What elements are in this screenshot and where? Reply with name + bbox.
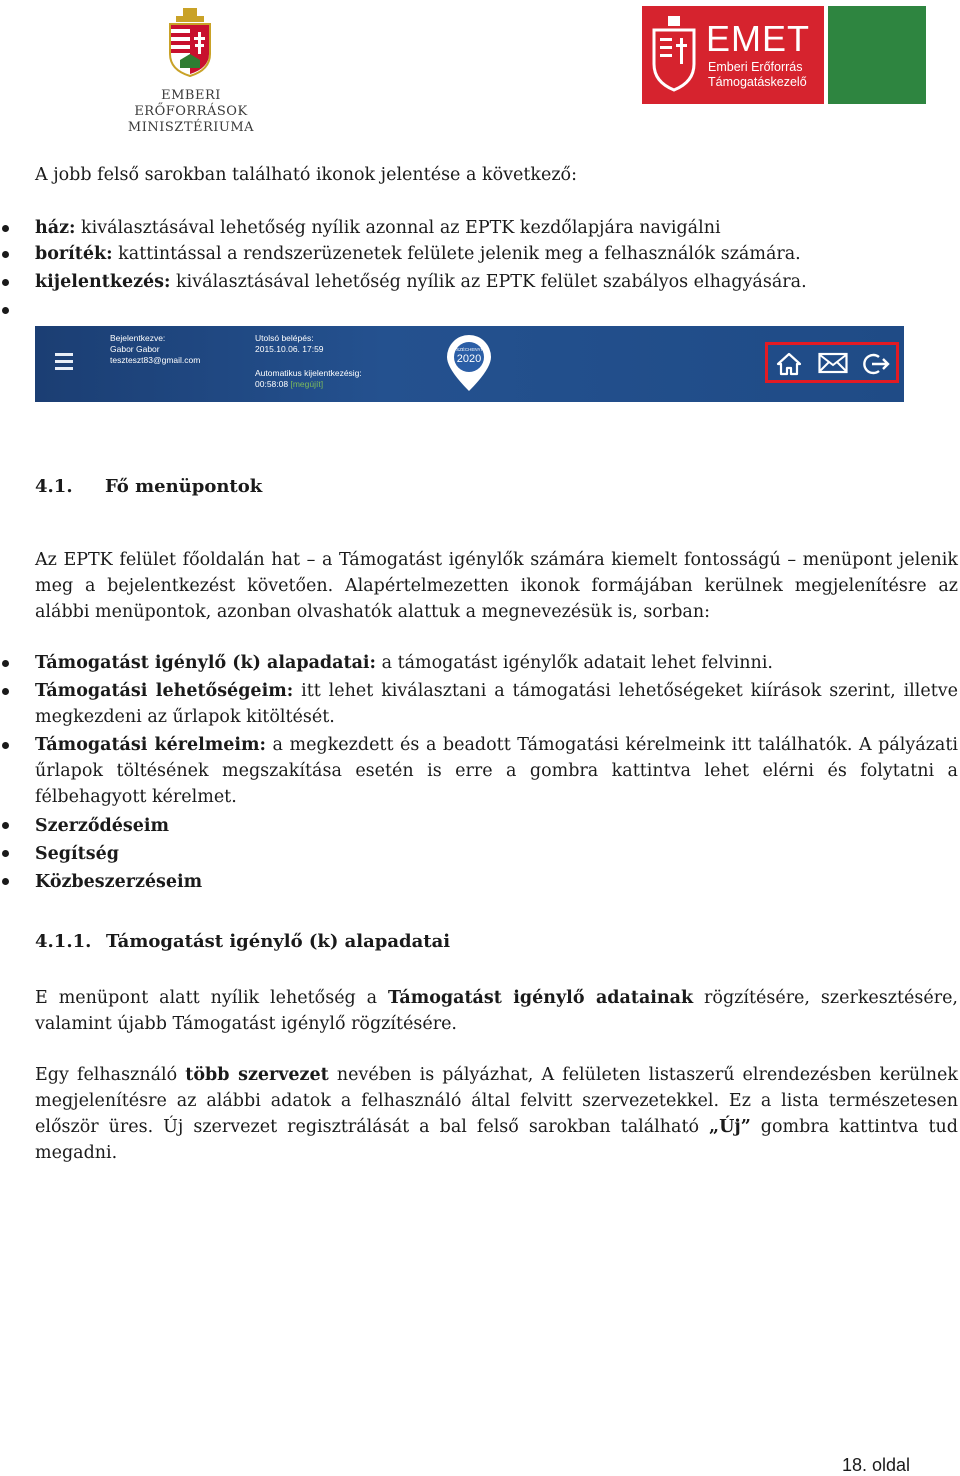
eptk-header-screenshot <box>35 326 904 402</box>
emet-subtitle-line2: Támogatáskezelő <box>708 75 807 89</box>
bullet-icon <box>2 878 9 885</box>
last-login-label: Utolsó belépés: <box>255 333 314 343</box>
list-item: boríték: kattintással a rendszerüzenetek felülete jelenik meg a felhasználók számára. <box>0 241 900 267</box>
pin-small-text: SZÉCHENYI <box>456 347 482 352</box>
bullet-icon <box>2 251 9 258</box>
subsection-paragraph-2: Egy felhasználó több szervezet nevében is pályázhat, A felületen listaszerű elrendezésben kerülnek megjelenítésre az alábbi adatok a felhasználó által felvitt szervezetekkel. Ez a lista természetesen először üres. Új szervezet regisztrálását a bal felső sarokban található „Új” gombra kattintva tud megadni. <box>35 1065 958 1163</box>
list-item: ház: kiválasztásával lehetőség nyílik azonnal az EPTK kezdőlapjára navigálni <box>0 215 900 241</box>
bullet-icon <box>2 850 9 857</box>
menu-list <box>0 650 958 896</box>
login-email: teszteszt83@gmail.com <box>110 355 201 365</box>
envelope-icon[interactable] <box>818 352 844 374</box>
list-item: kijelentkezés: kiválasztásával lehetőség nyílik az EPTK felület szabályos elhagyására. <box>0 269 900 295</box>
emet-logo <box>642 6 926 104</box>
emet-red-panel <box>642 6 824 104</box>
logout-icon[interactable] <box>862 352 888 374</box>
emet-subtitle-line1: Emberi Erőforrás <box>708 60 803 74</box>
last-login-value: 2015.10.06. 17:59 <box>255 344 324 354</box>
ministry-name-line2: MINISZTÉRIUMA <box>127 120 255 135</box>
list-item: Támogatási kérelmeim: a megkezdett és a beadott Támogatási kérelmeink itt találhatók. A pályázati űrlapok töltésének megszakítása esetén is erre a gombra kattintva lehet elérni és folytatni a félbehagyott kérelmet. <box>0 732 958 810</box>
subsection-paragraph-1: E menüpont alatt nyílik lehetőség a Támogatást igénylő adatainak rögzítésére, szerkesztésére, valamint újabb Támogatást igénylő rögzítésére. <box>35 988 958 1034</box>
bullet-icon <box>2 307 9 314</box>
ministry-name-line1: EMBERI ERŐFORRÁSOK <box>134 88 248 119</box>
section-paragraph: Az EPTK felület főoldalán hat – a Támogatást igénylők számára kiemelt fontosságú – menüpont jelenik meg a bejelentkezést követően. Alapértelmezetten ikonok formájában kerülnek megjelenítésre az alábbi menüpontok, azonban olvashatók alattuk a megnevezésük is, sorban: <box>35 550 958 622</box>
bullet-icon <box>2 688 9 695</box>
page-number: 18. oldal <box>841 1455 910 1475</box>
icon-meaning-list <box>0 215 900 323</box>
list-item: Támogatást igénylő (k) alapadatai: a támogatást igénylők adatait lehet felvinni. <box>0 650 958 676</box>
emmi-logo <box>100 8 280 135</box>
szechenyi-2020-pin-icon <box>439 331 499 393</box>
list-item: Támogatási lehetőségeim: itt lehet kiválasztani a támogatási lehetőségeket kiírások szerint, illetve megkezdeni az űrlapok kitöltését. <box>0 678 958 730</box>
list-item: Segítség <box>0 840 958 868</box>
intro-text: A jobb felső sarokban található ikonok jelentése a következő: <box>35 165 577 185</box>
subsection-number: 4.1.1. <box>35 931 92 952</box>
list-item <box>0 297 900 323</box>
subsection-title: Támogatást igénylő (k) alapadatai <box>106 931 451 952</box>
hamburger-menu-icon <box>55 353 73 373</box>
bullet-icon <box>2 822 9 829</box>
home-icon[interactable] <box>776 352 802 374</box>
auto-logout-value: 00:58:08 <box>255 379 289 389</box>
list-item: Szerződéseim <box>0 812 958 840</box>
section-number: 4.1. <box>35 476 73 497</box>
bullet-icon <box>2 279 9 286</box>
auto-logout-label: Automatikus kijelentkezésig: <box>255 368 362 378</box>
login-label: Bejelentkezve: <box>110 333 166 343</box>
login-name: Gabor Gabor <box>110 344 160 354</box>
section-title: Fő menüpontok <box>105 476 263 497</box>
bullet-icon <box>2 225 9 232</box>
bullet-icon <box>2 660 9 667</box>
list-item: Közbeszerzéseim <box>0 868 958 896</box>
pin-year: 2020 <box>456 353 482 365</box>
renew-link[interactable]: [megújít] <box>290 379 324 389</box>
emet-green-panel <box>828 6 926 104</box>
emet-title: EMET <box>706 18 811 59</box>
highlight-box <box>765 342 899 383</box>
bullet-icon <box>2 742 9 749</box>
emet-crest-icon <box>650 16 698 96</box>
